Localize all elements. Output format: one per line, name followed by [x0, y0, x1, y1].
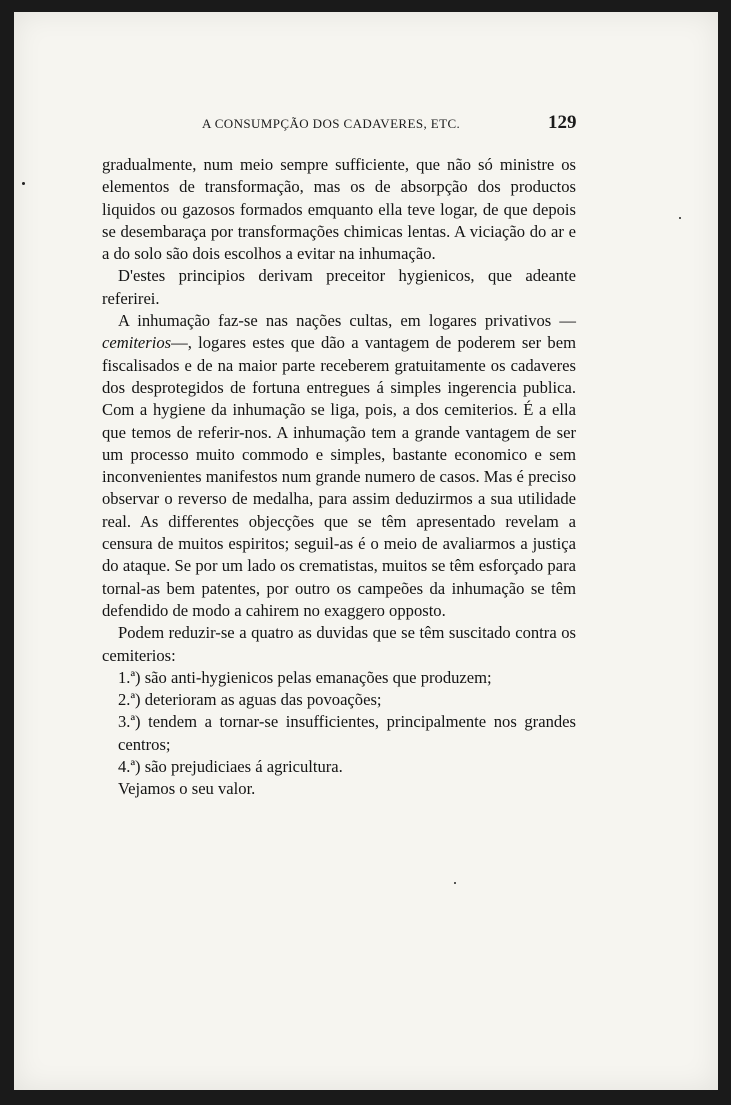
- running-title: A CONSUMPÇÃO DOS CADAVERES, ETC.: [202, 116, 461, 131]
- list-item: 2.ª) deterioram as aguas das povoações;: [118, 690, 382, 710]
- paragraph-doubts: Podem reduzir-se a quatro as duvidas que se têm suscitado contra os cemiterios:: [102, 623, 576, 665]
- body-text: [102, 154, 576, 801]
- paragraph-closing: Vejamos o seu valor.: [118, 779, 256, 799]
- inhumation-text-rest: —, logares estes que dão a vantagem de poderem ser bem fiscalisados e de na maior parte receberem gratuitamente os cadaveres dos desprotegidos de fortuna entregues á simples ingerencia publica. Com a hygiene da inhumação se liga, pois, a dos cemiterios. É a ella que temos de referir-nos. A inhumação tem a grande vantagem de ser um processo muito commodo e simples, bastante economico e sem inconvenientes manifestos num grande numero de casos. Mas é preciso observar o reverso de medalha, para assim deduzirmos a sua utilidade real. As differentes objecções que se têm apresentado revelam a censura de muitos espiritos; seguil-as é o meio de avaliarmos a justiça do ataque. Se por um lado os crematistas, muitos se têm esforçado para tornal-as bem patentes, por outro os campeões da inhumação se têm defendido de modo a cahirem no exaggero opposto.: [102, 333, 576, 620]
- list-item: 4.ª) são prejudiciaes á agricultura.: [118, 757, 343, 777]
- list-item: 3.ª) tendem a tornar-se insufficientes, principalmente nos grandes centros;: [118, 712, 576, 754]
- paragraph-continuation: gradualmente, num meio sempre sufficiente, que não só ministre os elementos de transformação, mas os de absorpção dos productos liquidos ou gazosos formados emquanto ella teve logar, de que depois se desembaraça por transformações chimicas lentas. A viciação do ar e a do solo são dois escolhos a evitar na inhumação.: [102, 155, 576, 264]
- inhumation-text-start: A inhumação faz-se nas nações cultas, em logares privativos —: [118, 311, 576, 331]
- print-speck: [679, 217, 681, 219]
- print-speck: [454, 882, 456, 884]
- book-page: [14, 12, 718, 1090]
- print-speck: [22, 182, 25, 185]
- list-item: 1.ª) são anti-hygienicos pelas emanações que produzem;: [118, 667, 492, 687]
- paragraph-principles: D'estes principios derivam preceitor hygienicos, que adeante referirei.: [102, 266, 576, 308]
- paragraph-inhumation: [102, 310, 576, 622]
- cemiterios-term: cemiterios: [102, 333, 172, 353]
- page-number: 129: [548, 112, 577, 133]
